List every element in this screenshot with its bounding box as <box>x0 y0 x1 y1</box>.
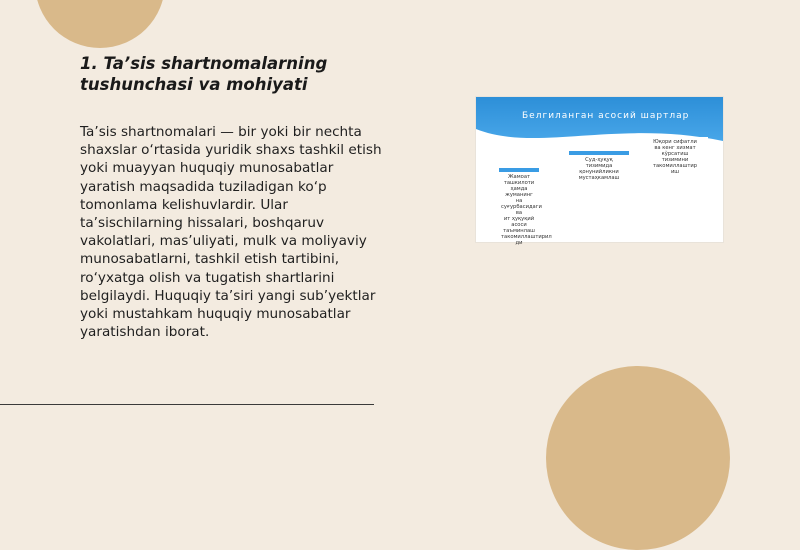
body-line: ro‘yxatga olish va tugatish shartlarini <box>80 269 335 286</box>
box-line: кўрсатиш <box>661 151 689 157</box>
diagram-banner-title: Белгиланган асосий шартлар <box>522 111 690 121</box>
slide-body-text <box>80 123 420 341</box>
body-line: belgilaydi. Huquqiy ta’siri yangi sub’yektlar <box>80 287 376 304</box>
box-line: Суд-ҳуқуқ <box>585 157 613 163</box>
box-line: ди <box>515 240 523 246</box>
box-line: иш <box>670 169 680 175</box>
body-line: Ta’sis shartnomalari — bir yoki bir nechta <box>80 124 362 140</box>
body-line: vakolatlari, mas’uliyati, mulk va moliyaviy <box>80 233 367 250</box>
divider-line <box>0 404 374 405</box>
box-line: суғурбасидаги ва <box>501 204 542 216</box>
slide-title <box>80 53 410 95</box>
box-line: ва кенг хизмат <box>654 145 696 151</box>
diagram-box-2 <box>569 151 629 189</box>
box-line: тизимини <box>661 157 689 163</box>
box-line: такомиллаштир <box>652 163 698 169</box>
box-line: мустаҳкамлаш <box>578 175 620 181</box>
body-line: yaratish maqsadida tuziladigan ko‘p <box>80 178 327 195</box>
body-line: tomonlama kelishuvlardir. Ular <box>80 196 288 213</box>
embedded-diagram-image <box>476 97 723 246</box>
body-line: yoki muayyan huquqiy munosabatlar <box>80 160 334 177</box>
body-line: ta’sischilarning hissalari, boshqaruv <box>80 215 325 232</box>
diagram-box-3 <box>642 137 708 175</box>
decorative-circle-top <box>35 0 165 48</box>
decorative-circle-bottom <box>546 366 730 550</box>
body-line: yoki mustahkam huquqiy munosabatlar <box>80 306 351 323</box>
body-line: shaxslar o‘rtasida yuridik shaxs tashkil etish <box>80 142 382 159</box>
slide-title-line: tushunchasi va mohiyati <box>80 75 308 94</box>
box-line: на <box>515 198 523 204</box>
box-line: қонунийликни <box>579 169 619 175</box>
body-line: munosabatlarni, tashkil etish tartibini, <box>80 251 340 268</box>
slide-title-line: 1. Ta’sis shartnomalarning <box>80 54 328 73</box>
box-line: таъминлаш <box>503 228 535 234</box>
box-line: Жамоат ташкилоти <box>503 174 535 186</box>
box-line: ҳамда жуманинг <box>505 186 533 198</box>
box-line: тизимида <box>585 163 613 169</box>
box-line: Юқори сифатли <box>653 139 697 145</box>
box-line: ит ҳуқуқий асоси <box>503 216 535 228</box>
box-line: такомиллаштирил <box>501 234 552 240</box>
diagram-box-1 <box>499 168 552 246</box>
body-line: yaratishdan iborat. <box>80 324 210 341</box>
